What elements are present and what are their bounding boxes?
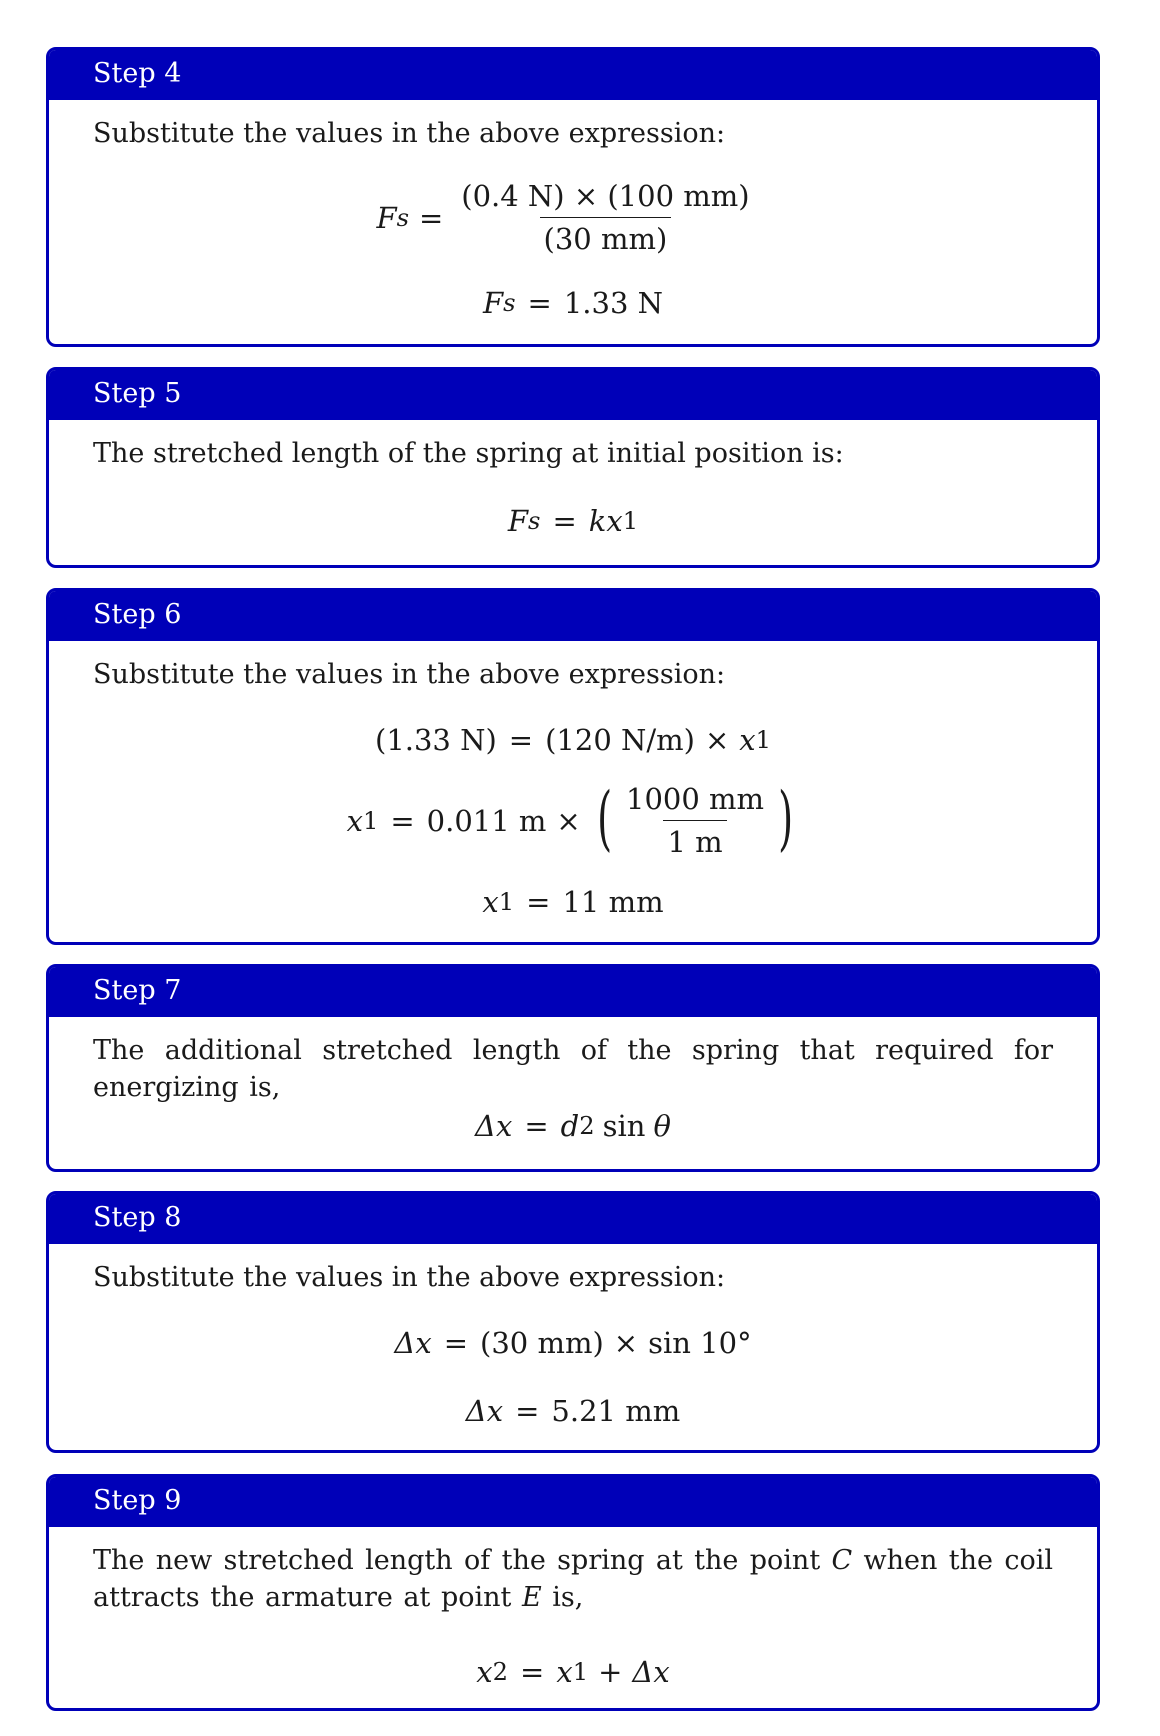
- equals-sign: =: [526, 885, 551, 919]
- step-8-angle: sin 10°: [648, 1326, 752, 1360]
- equals-sign: =: [508, 723, 534, 757]
- subscript-1: 1: [362, 806, 379, 835]
- step-6-equation-2: [49, 776, 1097, 860]
- left-paren: (: [596, 776, 612, 859]
- step-6-text: Substitute the values in the above expression:: [93, 659, 726, 690]
- equals-sign: =: [390, 803, 415, 838]
- d-symbol: d: [560, 1109, 580, 1143]
- equals-sign: =: [527, 286, 552, 320]
- step-9-equation: [49, 1655, 1097, 1689]
- force-symbol: F: [482, 286, 504, 320]
- step-8-header: Step 8: [49, 1194, 1097, 1244]
- step-6-card: [46, 588, 1100, 945]
- theta-symbol: θ: [653, 1109, 671, 1143]
- delta-x: Δx: [632, 1655, 670, 1689]
- plus-sign: +: [598, 1655, 623, 1689]
- step-7-header: Step 7: [49, 967, 1097, 1017]
- equals-sign: =: [524, 1109, 549, 1143]
- spring-constant-symbol: k: [588, 504, 607, 538]
- right-paren: ): [778, 776, 794, 859]
- step-5-header: Step 5: [49, 370, 1097, 420]
- subscript-s: s: [503, 289, 516, 317]
- step-4-card: [46, 47, 1100, 347]
- force-symbol: F: [376, 200, 397, 235]
- fraction-numerator: (0.4 N) × (100 mm): [461, 179, 750, 213]
- step-8-distance: (30 mm): [480, 1326, 604, 1360]
- step-4-result: 1.33 N: [563, 286, 663, 320]
- equals-sign: =: [418, 200, 444, 235]
- step-8-equation-1: [49, 1326, 1097, 1360]
- step-5-text: The stretched length of the spring at initial position is:: [93, 438, 844, 469]
- step-7-text: The additional stretched length of the spring that required for energizing is,: [93, 1035, 1053, 1103]
- step-7-equation: [49, 1109, 1097, 1143]
- conversion-denominator: 1 m: [663, 820, 726, 860]
- step-6-spring-constant: (120 N/m): [545, 723, 695, 757]
- x-symbol: x: [739, 723, 756, 757]
- step-8-result: 5.21 mm: [551, 1394, 681, 1428]
- step-4-fraction: [457, 178, 753, 257]
- subscript-1: 1: [755, 726, 771, 754]
- fraction-denominator: (30 mm): [540, 217, 672, 257]
- step-4-header: Step 4: [49, 50, 1097, 100]
- step-4-text: Substitute the values in the above expression:: [93, 118, 726, 149]
- delta-x: Δx: [475, 1109, 513, 1143]
- equals-sign: =: [520, 1655, 545, 1689]
- step-6-meters-value: 0.011 m: [426, 803, 547, 838]
- step-5-equation: [49, 504, 1097, 538]
- point-e-label: E: [521, 1582, 542, 1613]
- subscript-1: 1: [622, 507, 639, 535]
- conversion-numerator: 1000 mm: [626, 782, 765, 816]
- force-symbol: F: [507, 504, 529, 538]
- step-8-equation-2: [49, 1394, 1097, 1428]
- subscript-s: s: [528, 507, 541, 535]
- subscript-2: 2: [579, 1112, 595, 1140]
- step-9-card: [46, 1474, 1100, 1711]
- step-7-card: [46, 964, 1100, 1172]
- step-8-card: [46, 1191, 1100, 1453]
- subscript-s: s: [396, 203, 409, 232]
- equals-sign: =: [515, 1394, 540, 1428]
- step-6-equation-3: [49, 885, 1097, 919]
- point-c-label: C: [831, 1545, 853, 1576]
- step-9-header: Step 9: [49, 1477, 1097, 1527]
- subscript-1: 1: [498, 888, 515, 916]
- sine-function: sin: [602, 1109, 646, 1143]
- times-sign: ×: [556, 803, 581, 838]
- times-sign: ×: [704, 723, 730, 757]
- x-symbol: x: [556, 1655, 573, 1689]
- x-symbol: x: [346, 803, 363, 838]
- step-6-result: 11 mm: [562, 885, 664, 919]
- step-6-header: Step 6: [49, 591, 1097, 641]
- subscript-2: 2: [492, 1658, 509, 1686]
- step-8-text: Substitute the values in the above expression:: [93, 1262, 726, 1293]
- step-9-text: The new stretched length of the spring at the point C when the coil attracts the armature at point E is,: [93, 1545, 1053, 1613]
- delta-x: Δx: [465, 1394, 504, 1428]
- x-symbol: x: [606, 504, 623, 538]
- step-6-equation-1: [49, 723, 1097, 757]
- equals-sign: =: [443, 1326, 469, 1360]
- times-sign: ×: [613, 1326, 639, 1360]
- delta-x: Δx: [394, 1326, 432, 1360]
- step-4-equation-1: [49, 178, 1097, 257]
- step-4-equation-2: [49, 286, 1097, 320]
- x-symbol: x: [476, 1655, 493, 1689]
- subscript-1: 1: [572, 1658, 589, 1686]
- step-5-card: [46, 367, 1100, 568]
- conversion-fraction: [622, 781, 768, 860]
- equals-sign: =: [552, 504, 577, 538]
- step-6-left-value: (1.33 N): [375, 723, 497, 757]
- x-symbol: x: [482, 885, 499, 919]
